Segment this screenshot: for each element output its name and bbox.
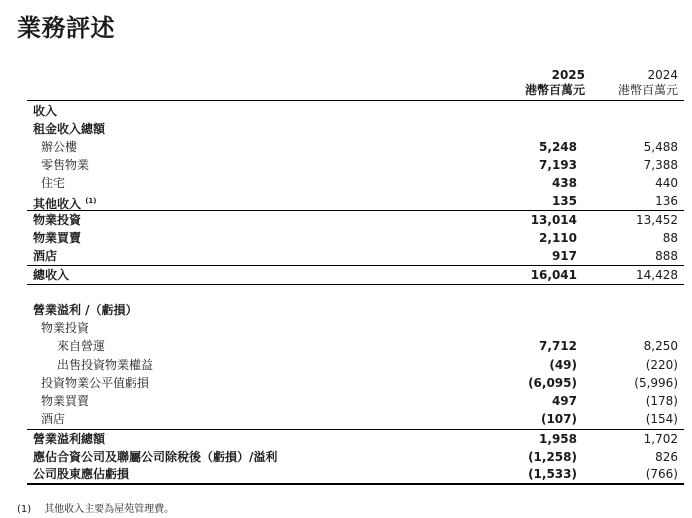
value-2025: 917 <box>551 249 577 263</box>
row-label: 來自營運 <box>57 339 106 353</box>
table-row <box>27 102 684 120</box>
row-label: 物業投資 <box>41 321 90 335</box>
row-label: 物業投資 <box>33 213 82 227</box>
column-header-2024 <box>618 68 678 98</box>
final-divider <box>27 483 684 485</box>
table-row <box>27 430 684 448</box>
value-2024: (766) <box>645 467 678 481</box>
table-row <box>27 410 684 428</box>
year-label-2025: 2025 <box>551 68 585 82</box>
value-2024: 136 <box>655 194 678 208</box>
final-row <box>27 465 684 483</box>
table-row <box>27 319 684 337</box>
page-title: 業務評述 <box>17 14 115 42</box>
row-label: 營業溢利總額 <box>33 432 106 446</box>
value-2025: 1,958 <box>539 432 577 446</box>
value-2024: (220) <box>645 358 678 372</box>
value-2025: 13,014 <box>530 213 577 227</box>
year-label-2024: 2024 <box>647 68 678 82</box>
table-row <box>27 211 684 229</box>
row-label: 總收入 <box>33 268 70 282</box>
value-2024: 826 <box>655 450 678 464</box>
column-header-2025 <box>525 68 585 98</box>
value-2025: (1,258) <box>528 450 577 464</box>
value-2024: 440 <box>655 176 678 190</box>
value-2024: 8,250 <box>643 339 678 353</box>
table-row <box>27 174 684 192</box>
row-label: 租金收入總額 <box>33 122 106 136</box>
table-row <box>27 138 684 156</box>
row-label: 零售物業 <box>41 158 90 172</box>
footnote-text: 其他收入主要為屋苑管理費。 <box>44 504 175 515</box>
header-divider <box>27 100 684 101</box>
unit-label-2024: 港幣百萬元 <box>617 83 678 97</box>
value-2024: 88 <box>662 231 678 245</box>
value-2025: 7,712 <box>539 339 577 353</box>
value-2025: 2,110 <box>539 231 577 245</box>
row-label: 其他收入 <box>33 197 82 211</box>
value-2025: 16,041 <box>530 268 577 282</box>
value-2024: 1,702 <box>643 432 678 446</box>
footnote-marker: (1) <box>85 197 97 205</box>
value-2025: 497 <box>551 394 577 408</box>
table-row <box>27 192 684 210</box>
table-row <box>27 229 684 247</box>
row-label: 物業買賣 <box>41 394 90 408</box>
total-row <box>27 266 684 284</box>
value-2024: 5,488 <box>643 140 678 154</box>
row-label: 投資物業公平值虧損 <box>41 376 150 390</box>
value-2025: (6,095) <box>528 376 577 390</box>
row-label: 酒店 <box>41 412 66 426</box>
table-row <box>27 337 684 355</box>
value-2025: (49) <box>549 358 577 372</box>
value-2025: 135 <box>551 194 577 208</box>
row-label: 辦公樓 <box>41 140 78 154</box>
table-row <box>27 120 684 138</box>
table-row <box>27 374 684 392</box>
row-label: 物業買賣 <box>33 231 82 245</box>
row-label: 應佔合資公司及聯屬公司除稅後（虧損）/溢利 <box>33 450 278 464</box>
table-row <box>27 356 684 374</box>
value-2025: (107) <box>540 412 577 426</box>
table-row <box>27 156 684 174</box>
footnote <box>17 500 174 515</box>
value-2024: (178) <box>645 394 678 408</box>
value-2025: 438 <box>551 176 577 190</box>
value-2024: 13,452 <box>636 213 678 227</box>
footnote-number: (1) <box>17 504 32 515</box>
unit-label-2025: 港幣百萬元 <box>524 83 585 97</box>
value-2025: 5,248 <box>539 140 577 154</box>
row-label-with-note <box>33 192 96 213</box>
row-label: 酒店 <box>33 249 58 263</box>
row-label: 住宅 <box>41 176 66 190</box>
row-label: 營業溢利 /（虧損） <box>33 303 138 317</box>
table-row <box>27 247 684 265</box>
table-row <box>27 301 684 319</box>
total-divider-bottom <box>27 284 684 285</box>
value-2025: (1,533) <box>528 467 577 481</box>
table-row <box>27 392 684 410</box>
row-label: 收入 <box>33 104 58 118</box>
value-2024: 7,388 <box>643 158 678 172</box>
row-label: 公司股東應佔虧損 <box>33 467 130 481</box>
table-row <box>27 448 684 466</box>
row-label: 出售投資物業權益 <box>57 358 154 372</box>
value-2024: 14,428 <box>636 268 678 282</box>
value-2024: (5,996) <box>634 376 678 390</box>
value-2024: (154) <box>645 412 678 426</box>
value-2025: 7,193 <box>539 158 577 172</box>
value-2024: 888 <box>655 249 678 263</box>
